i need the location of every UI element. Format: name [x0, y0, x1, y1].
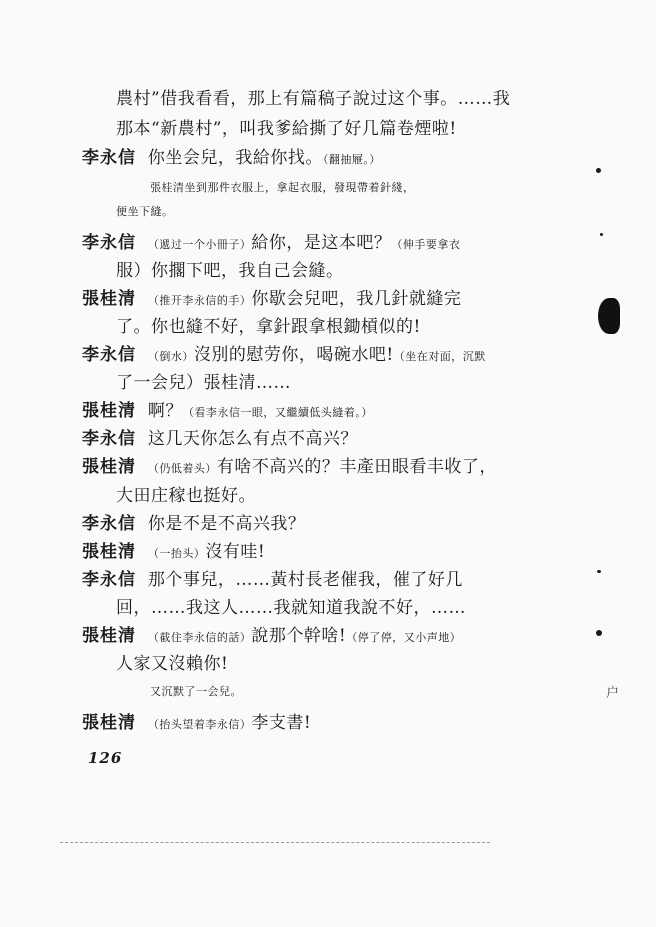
dialogue-line: 張桂清 （抬头望着李永信）李支書! [82, 713, 312, 733]
text-line: 人家又沒賴你! [116, 654, 229, 674]
text-line: 大田庄稼也挺好。 [116, 486, 256, 506]
speaker-name: 張桂清 [82, 626, 136, 646]
speaker-name: 李永信 [82, 345, 136, 365]
dialogue-line: 張桂清 啊？（看李永信一眼，又繼續低头縫着。） [82, 401, 373, 421]
text-line: 服）你擱下吧，我自己会縫。 [116, 261, 344, 281]
text-line: 那本“新農村”，叫我爹給撕了好几篇卷煙啦! [116, 119, 457, 139]
speaker-name: 李永信 [82, 233, 136, 253]
stage-note: （一抬头） [147, 547, 206, 560]
text-line: 了一会兒）張桂清…… [116, 373, 291, 393]
scan-speck [600, 233, 603, 236]
scan-blot [598, 298, 620, 334]
text-line: 了。你也縫不好，拿針跟拿根鋤槓似的! [116, 317, 421, 337]
stage-note: （坐在对面，沉默 [393, 350, 486, 363]
speaker-name: 李永信 [82, 429, 136, 449]
speaker-name: 張桂清 [82, 713, 136, 733]
stage-note: （截住李永信的話） [147, 631, 252, 644]
speaker-name: 李永信 [82, 148, 136, 168]
scan-speck [597, 570, 601, 573]
stage-note: （仍低着头） [147, 462, 217, 475]
text-line: 農村”借我看看，那上有篇稿子說过这个事。……我 [116, 89, 511, 109]
stage-note: （推开李永信的手） [147, 294, 252, 307]
text-line: 回，……我这人……我就知道我說不好，…… [116, 598, 466, 618]
dialogue-line: 李永信 这几天你怎么有点不高兴？ [82, 429, 358, 449]
speaker-name: 張桂清 [82, 457, 136, 477]
scan-speck [596, 168, 601, 173]
scan-dashed-line [60, 842, 490, 844]
dialogue-line: 張桂清 （推开李永信的手）你歇会兒吧，我几針就縫完 [82, 289, 462, 309]
dialogue-line: 李永信 你坐会兒，我給你找。（翻抽屜。） [82, 148, 381, 168]
speaker-name: 李永信 [82, 570, 136, 590]
stage-note: （伸手要拿衣 [391, 238, 461, 251]
dialogue-line: 李永信 那个事兒，……黃村長老催我，催了好几 [82, 570, 463, 590]
dialogue-line: 張桂清 （一抬头）沒有哇! [82, 542, 266, 562]
stage-direction: 便坐下縫。 [116, 205, 174, 218]
stage-note: （抬头望着李永信） [147, 718, 252, 731]
dialogue-line: 李永信 （倒水）沒別的慰劳你，喝碗水吧!（坐在对面，沉默 [82, 345, 486, 365]
dialogue-line: 李永信 你是不是不高兴我？ [82, 514, 306, 534]
speaker-name: 張桂清 [82, 542, 136, 562]
dialogue-line: 張桂清 （截住李永信的話）說那个幹啥!（停了停，又小声地） [82, 626, 462, 646]
dialogue-line: 張桂清 （仍低着头）有啥不高兴的？丰產田眼看丰收了， [82, 457, 497, 477]
page-number: 126 [88, 749, 123, 767]
stage-direction: 張桂清坐到那件衣服上，拿起衣服，發現帶着針綫， [150, 181, 415, 194]
stage-note: （看李永信一眼，又繼續低头縫着。） [182, 406, 373, 419]
stage-note: （翻抽屜。） [322, 153, 381, 166]
stage-note: （停了停，又小声地） [346, 631, 462, 644]
dialogue-line: 李永信 （遞过一个小冊子）給你，是这本吧？（伸手要拿衣 [82, 233, 461, 253]
stage-note: （遞过一个小冊子） [147, 238, 252, 251]
speaker-name: 張桂清 [82, 289, 136, 309]
speaker-name: 李永信 [82, 514, 136, 534]
stage-note: （倒水） [147, 350, 194, 363]
speaker-name: 張桂清 [82, 401, 136, 421]
scan-speck [596, 630, 602, 636]
margin-char: 户 [606, 686, 620, 701]
stage-direction: 又沉默了一会兒。 [150, 685, 242, 698]
